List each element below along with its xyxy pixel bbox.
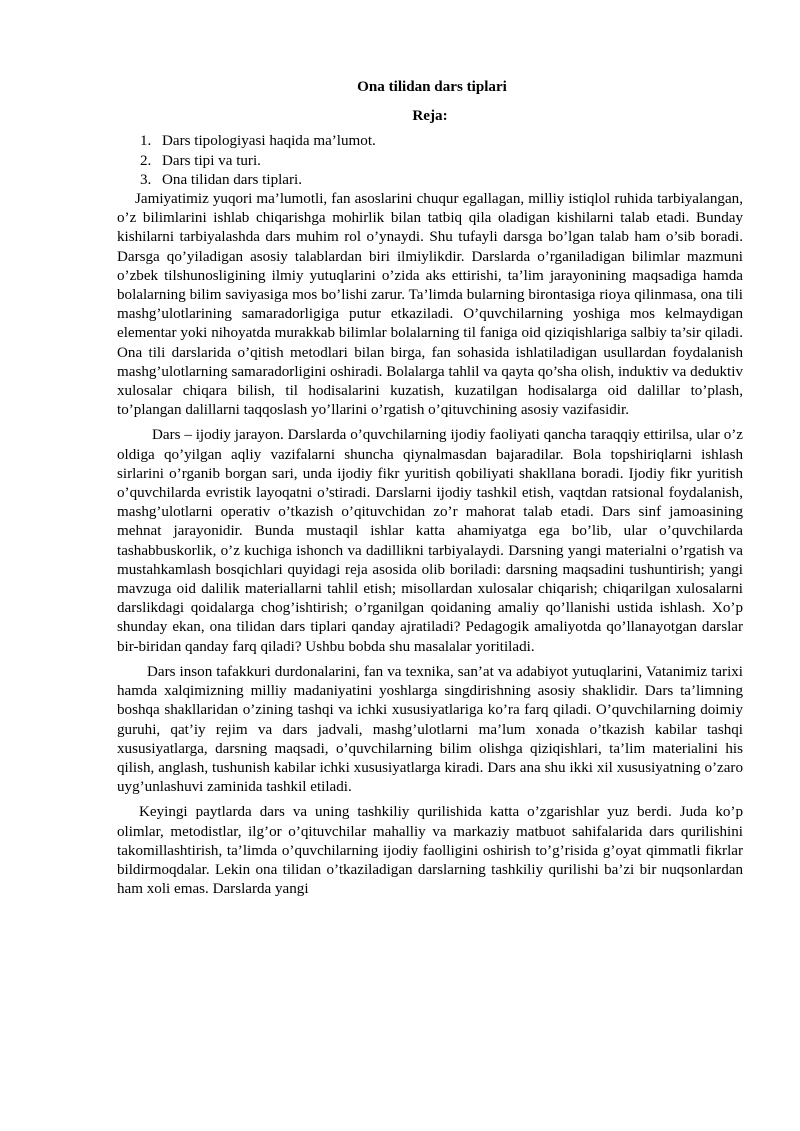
plan-item <box>117 152 743 171</box>
plan-item-number: 3. <box>140 171 152 188</box>
document-page <box>117 78 743 899</box>
plan-item <box>117 171 743 190</box>
document-title: Ona tilidan dars tiplari <box>357 79 507 95</box>
body-paragraph: Keyingi paytlarda dars va uning tashkiliy qurilishida katta o’zgarishlar yuz berdi. Juda ko’p olimlar, metodistlar, ilg’or o’qituvchilar mahalliy va markaziy matbuot sahifalarida dars qurilishini takomillashtirish, ta’limda o’quvchilarning ijodiy faolligini oshirish to’g’risida g’oyat qimmatli fikrlar bildirmoqdalar. Lekin ona tilidan o’tkaziladigan darslarning tashkiliy qurilishi ba’zi bir nuqsonlardan ham xoli emas. Darslarda yangi <box>117 804 743 898</box>
plan-heading: Reja: <box>412 108 448 125</box>
body-paragraph: Jamiyatimiz yuqori ma’lumotli, fan asoslarini chuqur egallagan, milliy istiqlol ruhida tarbiyalangan, o’z bilimlarini ishlab chiqarishga mohirlik bilan tatbiq qila oladigan kishilarni talab etadi. Bunday kishilarni tarbiyalashda dars muhim rol o’ynaydi. Shu tufayli darsga bo’lgan talab ham o’sib boradi. Darsga qo’yiladigan asosiy talablardan biri ilmiylikdir. Darslarda o’rganiladigan bilimlar mazmuni o’zbek tilshunosligining ilmiy yutuqlarini o’zida aks ettirishi, ta’lim jarayonining maqsadiga hamda bolalarning bilim saviyasiga mos bo’lishi zarur. Ta’limda bularning birontasiga rioya qilinmasa, ona tili mashg’ulotlarining samaradorligiga putur etkaziladi. O’quvchilarning yoshiga mos kelmaydigan elementar yoki nihoyatda murakkab bilimlar bolalarning til faniga oid qiziqishlariga salbiy ta’sir qiladi. Ona tili darslarida o’qitish metodlari bilan birga, fan sohasida ishlatiladigan usullardan foydalanish mashg’ulotlarning samaradorligini oshiradi. Bolalarga tahlil va qayta qo’sha olish, induktiv va deduktiv xulosalar chiqara bilish, til hodisalarini kuzatish, kuzatilgan hodisalarga oid dalillar to’plash, to’plangan dalillarni taqqoslash yo’llarini o’rgatish o’qituvchining asosiy vazifasidir. <box>117 191 743 419</box>
body-paragraph: Dars – ijodiy jarayon. Darslarda o’quvchilarning ijodiy faoliyati qancha taraqqiy ettirilsa, ular o’z oldiga qo’yilgan aqliy vazifalarni shuncha qiynalmasdan bajaradilar. Bola topshiriqlarni ishlash sirlarini o’rganib borgan sari, unda ijodiy fikr yuritish qobiliyati shakllana boradi. Ijodiy fikr yuritish o’quvchilarda evristik layoqatni o’stiradi. Darslarni ijodiy tashkil etish, vaqtdan ratsional foydalanish, mashg’ulotlarni operativ o’tkazish o’qituvchidan zo’r mahorat talab etadi. Dars sinf jamoasining mehnat jarayonidir. Bunda mustaqil ishlar katta ahamiyatga ega bo’lib, ular o’quvchilarda tashabbuskorlik, o’z kuchiga ishonch va dadillikni tarbiyalaydi. Darsning yangi materialni o’rgatish va mustahkamlash bosqichlari quyidagi reja asosida olib boriladi: darsning maqsadini tushuntirish; yangi mavzuga oid dalilik materiallarni tahlil etish; misollardan xulosalar chiqarish; chiqarilgan xulosalarni darslikdagi qoidalarga chog’ishtirish; o’rganilgan qoidaning amaliy qo’llanishi ustida ishlash. Xo’p shunday ekan, ona tilidan dars tiplari qanday ajratiladi? Pedagogik amaliyotda qo’llanayotgan darslar bir-biridan qanday farq qiladi? Ushbu bobda shu masalalar yoritiladi. <box>117 427 743 655</box>
plan-item-number: 2. <box>140 152 152 169</box>
body-paragraph: Dars inson tafakkuri durdonalarini, fan va texnika, san’at va adabiyot yutuqlarini, Vatanimiz tarixi hamda xalqimizning milliy madaniyatini yoshlarga singdirishning asosiy shaklidir. Dars ta’limning boshqa shakllaridan o’zining tashqi va ichki xususiyatlariga ko’ra farq qiladi. O’quvchilarning doimiy guruhi, qat’iy rejim va dars jadvali, mashg’ulotlarni ma’lum xonada o’tkazish kabilar tashqi xususiyatlarga, darsning maqsadi, o’quvchilarning bilim olishga qiziqishlari, ta’lim materialini his qilish, anglash, tushunish kabilar ichki xususiyatlarga kiradi. Dars ana shu ikki xil xususiyatning o’zaro uyg’unlashuvi zaminida tashkil etiladi. <box>117 663 743 796</box>
plan-list <box>117 132 743 190</box>
plan-item-text: Dars tipi va turi. <box>162 152 261 169</box>
plan-item-text: Ona tilidan dars tiplari. <box>162 171 303 188</box>
plan-item-text: Dars tipologiyasi haqida ma’lumot. <box>162 133 376 150</box>
plan-item <box>117 132 743 151</box>
plan-item-number: 1. <box>140 133 152 150</box>
